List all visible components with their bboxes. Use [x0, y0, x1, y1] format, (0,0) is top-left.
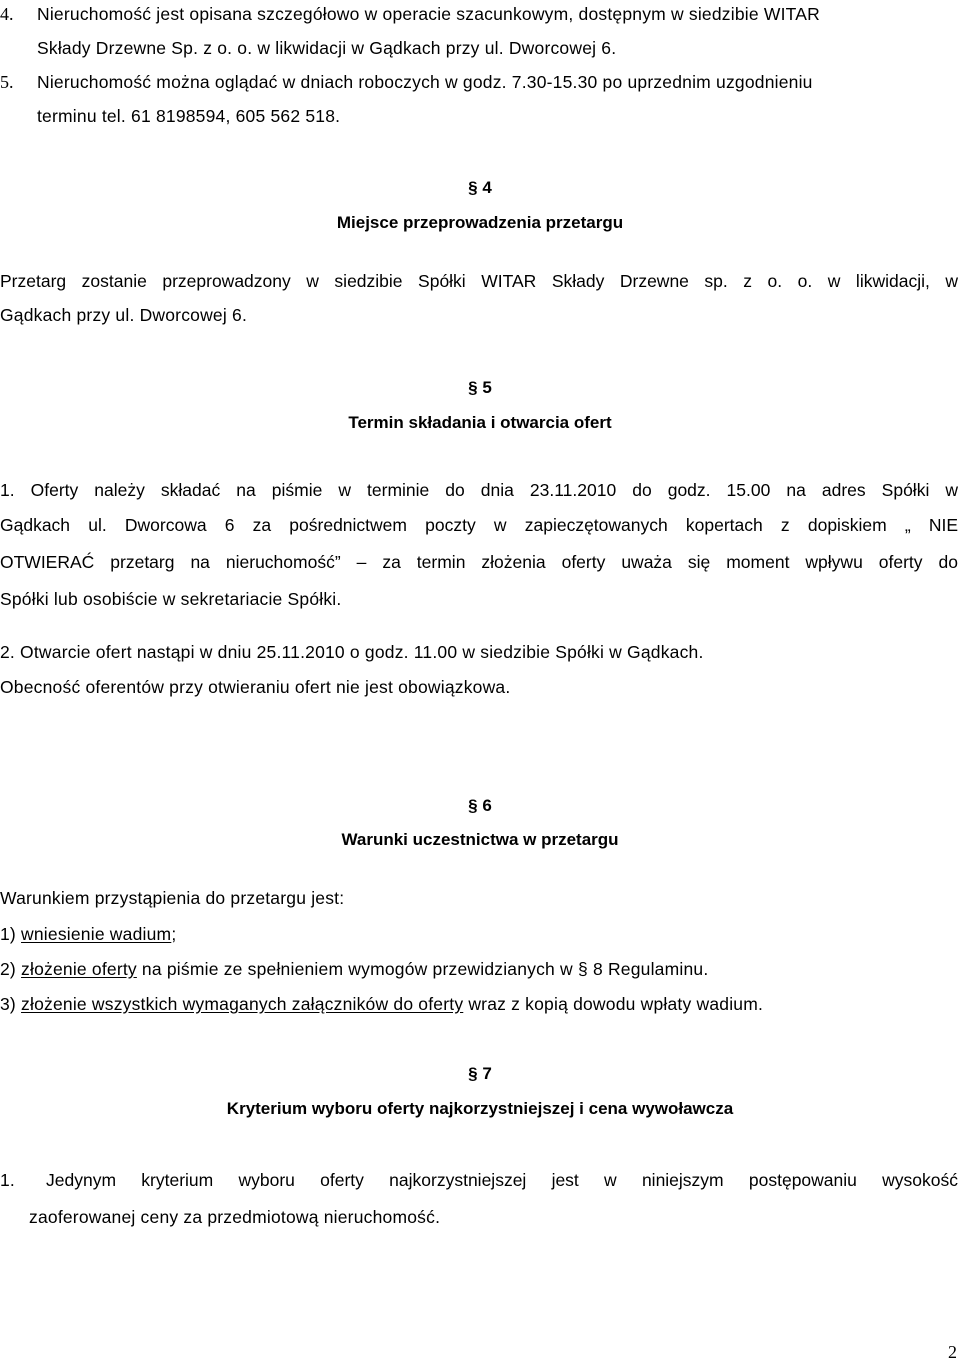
condition-number: 2)	[0, 959, 22, 979]
condition-text: wraz z kopią dowodu wpłaty wadium.	[463, 994, 764, 1014]
list-item-text: Składy Drzewne Sp. z o. o. w likwidacji w Gądkach przy ul. Dworcowej 6.	[37, 38, 617, 58]
list-item-text: Nieruchomość jest opisana szczegółowo w operacie szacunkowym, dostępnym w siedzibie WITAR	[37, 4, 820, 24]
paragraph-line: Warunkiem przystąpienia do przetargu jest:	[0, 888, 345, 908]
paragraph-line: Przetarg zostanie przeprowadzony w siedzibie Spółki WITAR Składy Drzewne sp. z o. o. w likwidacji, w	[0, 271, 958, 291]
paragraph-line: zaoferowanej ceny za przedmiotową nieruchomość.	[29, 1207, 441, 1227]
section-title: Warunki uczestnictwa w przetargu	[341, 830, 619, 849]
condition-item-1	[0, 924, 176, 944]
condition-underlined: złożenie wszystkich wymaganych załączników do oferty	[21, 994, 464, 1014]
paragraph-line: 2. Otwarcie ofert nastąpi w dniu 25.11.2010 o godz. 11.00 w siedzibie Spółki w Gądkach.	[0, 642, 704, 662]
condition-underlined: złożenie oferty	[21, 959, 137, 979]
paragraph-line: 1. Oferty należy składać na piśmie w terminie do dnia 23.11.2010 do godz. 15.00 na adres Spółki w	[0, 480, 958, 500]
section-title: Miejsce przeprowadzenia przetargu	[336, 213, 624, 232]
condition-number: 1)	[0, 924, 22, 944]
section-symbol: § 7	[468, 1064, 492, 1083]
condition-text: ;	[171, 924, 177, 944]
section-symbol: § 4	[468, 178, 492, 197]
condition-item-3	[0, 994, 763, 1014]
condition-text: na piśmie ze spełnieniem wymogów przewidzianych w § 8 Regulaminu.	[136, 959, 709, 979]
condition-number: 3)	[0, 994, 22, 1014]
section-symbol: § 5	[468, 378, 492, 397]
paragraph-line: Spółki lub osobiście w sekretariacie Spółki.	[0, 589, 342, 609]
paragraph-line: OTWIERAĆ przetarg na nieruchomość” – za termin złożenia oferty uważa się moment wpływu oferty do	[0, 552, 958, 572]
list-item-text: Nieruchomość można oglądać w dniach roboczych w godz. 7.30-15.30 po uprzednim uzgodnieniu	[37, 72, 813, 92]
section-symbol: § 6	[468, 796, 492, 815]
section-title: Termin składania i otwarcia ofert	[348, 413, 612, 432]
condition-item-2	[0, 959, 708, 979]
section-title: Kryterium wyboru oferty najkorzystniejszej i cena wywoławcza	[226, 1099, 734, 1118]
list-number: 5.	[0, 72, 14, 92]
paragraph-line: Jedynym kryterium wyboru oferty najkorzystniejszej jest w niniejszym postępowaniu wysokość	[46, 1170, 958, 1190]
list-item-text: terminu tel. 61 8198594, 605 562 518.	[37, 106, 341, 126]
paragraph-line: Gądkach przy ul. Dworcowej 6.	[0, 305, 248, 325]
list-number: 1.	[0, 1170, 15, 1190]
condition-underlined: wniesienie wadium	[21, 924, 172, 944]
list-number: 4.	[0, 4, 14, 24]
paragraph-line: Gądkach ul. Dworcowa 6 za pośrednictwem poczty w zapieczętowanych kopertach z dopiskiem „ NIE	[0, 515, 958, 535]
paragraph-line: Obecność oferentów przy otwieraniu ofert nie jest obowiązkowa.	[0, 677, 511, 697]
page-number: 2	[948, 1342, 957, 1362]
